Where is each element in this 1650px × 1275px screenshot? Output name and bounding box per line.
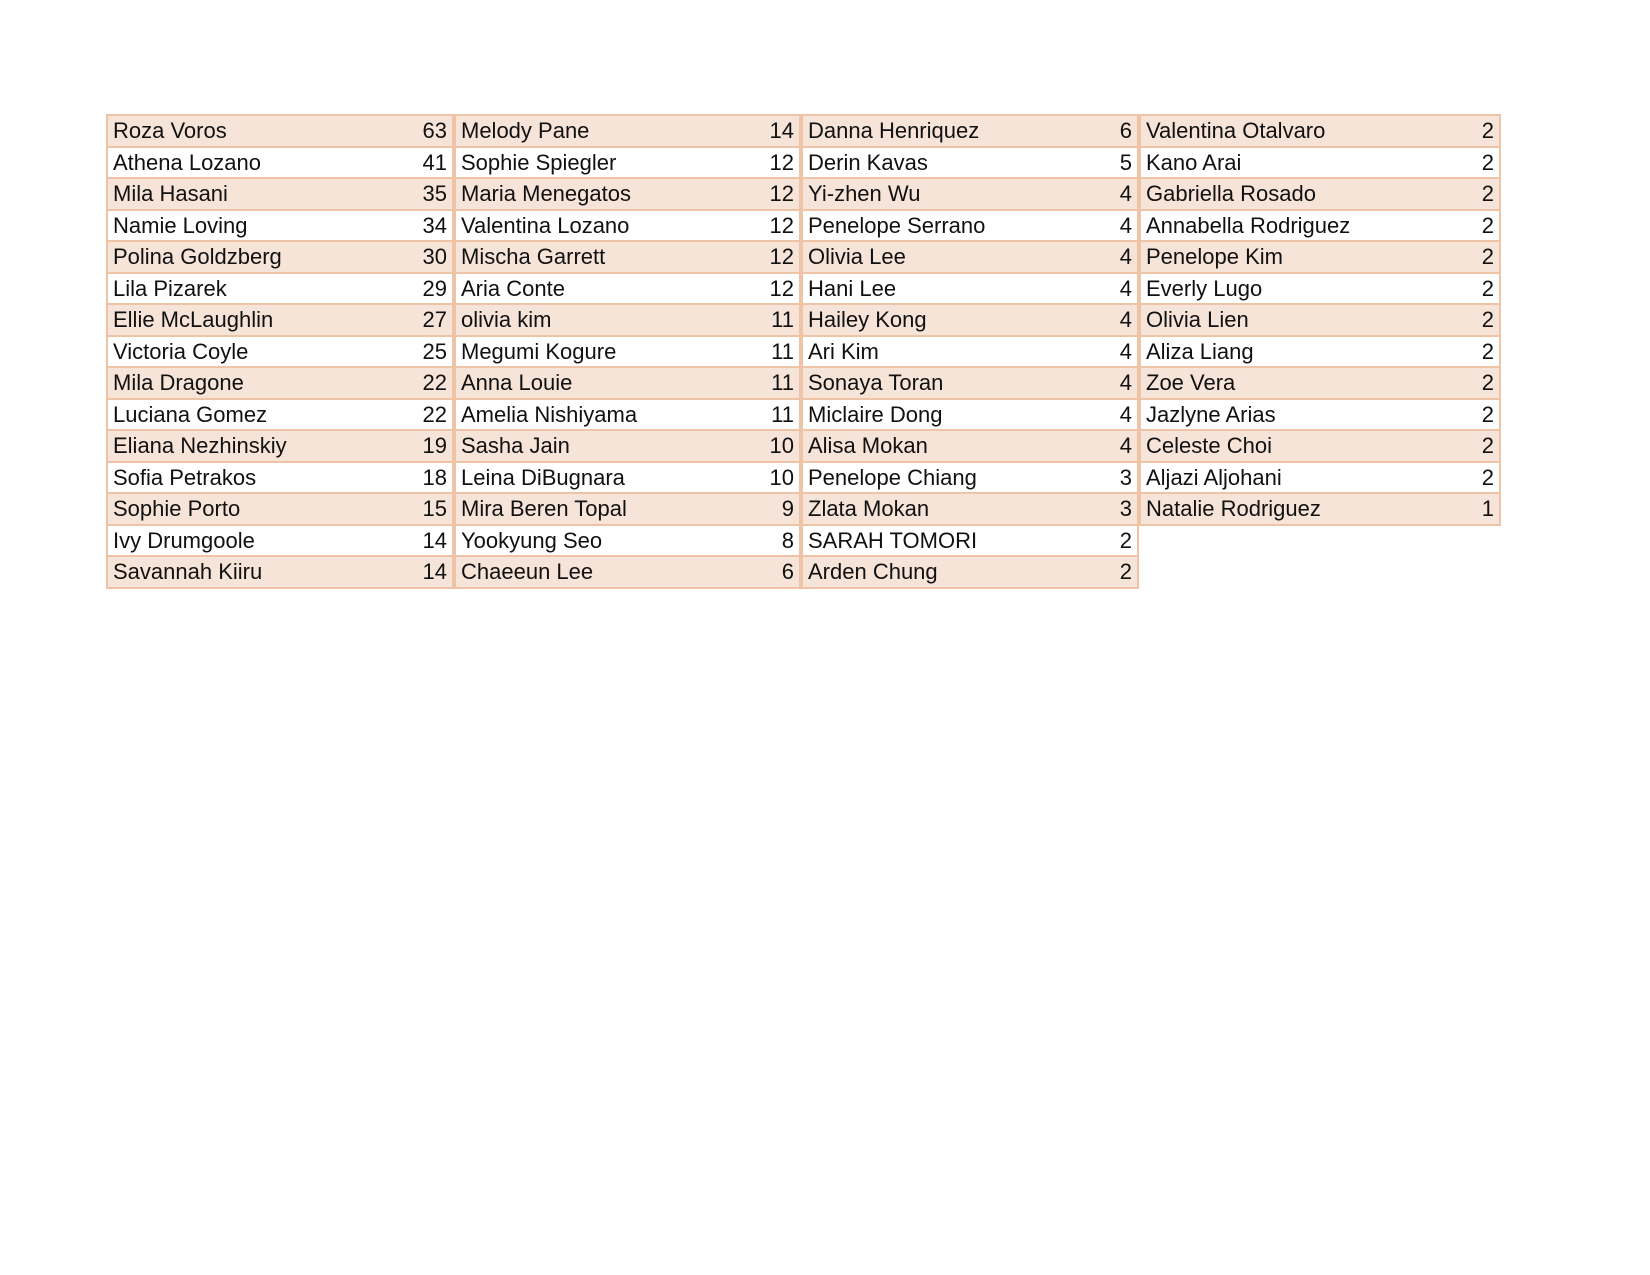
count-cell: 27 (396, 304, 453, 336)
name-cell: Valentina Otalvaro (1140, 115, 1443, 147)
table-row (802, 430, 1138, 462)
name-cell: Polina Goldzberg (107, 241, 396, 273)
table-row (455, 115, 800, 147)
count-cell: 11 (743, 336, 800, 368)
table-row (1140, 241, 1500, 273)
table-row (107, 525, 453, 557)
table-row (802, 525, 1138, 557)
table-row (1140, 304, 1500, 336)
table-row (1140, 210, 1500, 242)
count-cell: 1 (1443, 493, 1500, 525)
count-cell: 10 (743, 430, 800, 462)
name-cell: Miclaire Dong (802, 399, 1081, 431)
table-row (107, 430, 453, 462)
count-cell: 12 (743, 210, 800, 242)
table-row (455, 336, 800, 368)
count-cell: 18 (396, 462, 453, 494)
name-cell: Everly Lugo (1140, 273, 1443, 305)
count-cell: 2 (1443, 336, 1500, 368)
name-cell: Victoria Coyle (107, 336, 396, 368)
name-cell: Sonaya Toran (802, 367, 1081, 399)
name-cell: Olivia Lee (802, 241, 1081, 273)
count-cell: 4 (1081, 430, 1138, 462)
name-cell: Annabella Rodriguez (1140, 210, 1443, 242)
table-row (1140, 115, 1500, 147)
count-cell: 10 (743, 462, 800, 494)
name-cell: Sasha Jain (455, 430, 743, 462)
name-cell: Valentina Lozano (455, 210, 743, 242)
count-cell: 4 (1081, 273, 1138, 305)
table-row (107, 367, 453, 399)
table-row (1140, 336, 1500, 368)
count-cell: 4 (1081, 367, 1138, 399)
count-cell: 4 (1081, 336, 1138, 368)
count-cell: 22 (396, 367, 453, 399)
name-cell: Anna Louie (455, 367, 743, 399)
count-cell: 12 (743, 273, 800, 305)
count-cell: 2 (1443, 273, 1500, 305)
count-cell: 2 (1081, 556, 1138, 588)
table-row (802, 367, 1138, 399)
count-cell: 6 (1081, 115, 1138, 147)
count-cell: 12 (743, 147, 800, 179)
name-cell: Derin Kavas (802, 147, 1081, 179)
table-row (455, 178, 800, 210)
count-cell: 14 (743, 115, 800, 147)
table-row (455, 304, 800, 336)
name-cell: Sophie Spiegler (455, 147, 743, 179)
count-cell: 2 (1081, 525, 1138, 557)
name-count-table-3 (801, 114, 1139, 589)
table-row (802, 241, 1138, 273)
table-row (455, 241, 800, 273)
name-cell: Maria Menegatos (455, 178, 743, 210)
name-cell: Mila Dragone (107, 367, 396, 399)
count-cell: 3 (1081, 493, 1138, 525)
name-cell: Yookyung Seo (455, 525, 743, 557)
table-row (455, 525, 800, 557)
name-cell: Alisa Mokan (802, 430, 1081, 462)
table-row (802, 462, 1138, 494)
table-row (107, 241, 453, 273)
name-cell: Penelope Kim (1140, 241, 1443, 273)
name-cell: Zoe Vera (1140, 367, 1443, 399)
name-cell: Sophie Porto (107, 493, 396, 525)
count-cell: 41 (396, 147, 453, 179)
table-row (802, 210, 1138, 242)
table-row (1140, 462, 1500, 494)
count-cell: 2 (1443, 178, 1500, 210)
table-row (455, 430, 800, 462)
count-cell: 9 (743, 493, 800, 525)
name-cell: Savannah Kiiru (107, 556, 396, 588)
name-cell: Aljazi Aljohani (1140, 462, 1443, 494)
name-cell: Ellie McLaughlin (107, 304, 396, 336)
name-cell: Roza Voros (107, 115, 396, 147)
table-row (107, 556, 453, 588)
name-cell: Mira Beren Topal (455, 493, 743, 525)
name-cell: Olivia Lien (1140, 304, 1443, 336)
count-cell: 2 (1443, 115, 1500, 147)
name-cell: Leina DiBugnara (455, 462, 743, 494)
table-row (455, 462, 800, 494)
table-row (802, 336, 1138, 368)
table-row (455, 147, 800, 179)
table-row (1140, 273, 1500, 305)
name-cell: Aliza Liang (1140, 336, 1443, 368)
table-row (455, 493, 800, 525)
name-cell: Hani Lee (802, 273, 1081, 305)
table-row (107, 273, 453, 305)
count-cell: 4 (1081, 241, 1138, 273)
name-cell: Ivy Drumgoole (107, 525, 396, 557)
name-cell: Luciana Gomez (107, 399, 396, 431)
count-cell: 6 (743, 556, 800, 588)
name-cell: Chaeeun Lee (455, 556, 743, 588)
count-cell: 35 (396, 178, 453, 210)
name-count-table-1 (106, 114, 454, 589)
count-cell: 2 (1443, 367, 1500, 399)
count-cell: 12 (743, 241, 800, 273)
count-cell: 14 (396, 525, 453, 557)
count-cell: 19 (396, 430, 453, 462)
table-row (802, 304, 1138, 336)
table-row (107, 147, 453, 179)
count-cell: 4 (1081, 210, 1138, 242)
name-cell: Ari Kim (802, 336, 1081, 368)
name-cell: Sofia Petrakos (107, 462, 396, 494)
table-row (107, 493, 453, 525)
table-row (1140, 493, 1500, 525)
table-row (107, 210, 453, 242)
name-cell: Arden Chung (802, 556, 1081, 588)
count-cell: 2 (1443, 210, 1500, 242)
name-cell: Amelia Nishiyama (455, 399, 743, 431)
count-cell: 22 (396, 399, 453, 431)
table-row (107, 399, 453, 431)
name-count-sheet (106, 114, 1501, 589)
count-cell: 2 (1443, 241, 1500, 273)
count-cell: 5 (1081, 147, 1138, 179)
name-cell: Melody Pane (455, 115, 743, 147)
name-cell: Lila Pizarek (107, 273, 396, 305)
table-row (455, 367, 800, 399)
name-cell: Celeste Choi (1140, 430, 1443, 462)
name-cell: Jazlyne Arias (1140, 399, 1443, 431)
table-row (107, 178, 453, 210)
table-row (455, 273, 800, 305)
name-cell: Mischa Garrett (455, 241, 743, 273)
table-row (107, 115, 453, 147)
count-cell: 63 (396, 115, 453, 147)
name-cell: Penelope Chiang (802, 462, 1081, 494)
count-cell: 4 (1081, 304, 1138, 336)
count-cell: 12 (743, 178, 800, 210)
name-count-table-4 (1139, 114, 1501, 526)
name-cell: Natalie Rodriguez (1140, 493, 1443, 525)
table-row (1140, 147, 1500, 179)
name-cell: Kano Arai (1140, 147, 1443, 179)
name-cell: olivia kim (455, 304, 743, 336)
name-cell: Penelope Serrano (802, 210, 1081, 242)
table-row (455, 210, 800, 242)
table-row (107, 462, 453, 494)
name-cell: Yi-zhen Wu (802, 178, 1081, 210)
table-row (802, 147, 1138, 179)
table-row (802, 115, 1138, 147)
name-cell: Hailey Kong (802, 304, 1081, 336)
table-row (802, 273, 1138, 305)
table-row (107, 304, 453, 336)
count-cell: 14 (396, 556, 453, 588)
count-cell: 29 (396, 273, 453, 305)
count-cell: 11 (743, 399, 800, 431)
table-row (1140, 178, 1500, 210)
name-cell: Megumi Kogure (455, 336, 743, 368)
name-cell: Mila Hasani (107, 178, 396, 210)
count-cell: 11 (743, 304, 800, 336)
name-cell: Athena Lozano (107, 147, 396, 179)
table-row (455, 399, 800, 431)
count-cell: 2 (1443, 147, 1500, 179)
count-cell: 15 (396, 493, 453, 525)
count-cell: 34 (396, 210, 453, 242)
table-row (1140, 367, 1500, 399)
name-count-table-2 (454, 114, 801, 589)
name-cell: Gabriella Rosado (1140, 178, 1443, 210)
table-row (802, 178, 1138, 210)
table-row (802, 556, 1138, 588)
table-row (802, 399, 1138, 431)
table-row (1140, 430, 1500, 462)
name-cell: SARAH TOMORI (802, 525, 1081, 557)
name-cell: Namie Loving (107, 210, 396, 242)
count-cell: 25 (396, 336, 453, 368)
table-row (107, 336, 453, 368)
table-row (802, 493, 1138, 525)
count-cell: 2 (1443, 462, 1500, 494)
name-cell: Danna Henriquez (802, 115, 1081, 147)
count-cell: 2 (1443, 304, 1500, 336)
name-cell: Zlata Mokan (802, 493, 1081, 525)
name-cell: Eliana Nezhinskiy (107, 430, 396, 462)
count-cell: 4 (1081, 178, 1138, 210)
table-row (1140, 399, 1500, 431)
table-row (455, 556, 800, 588)
count-cell: 3 (1081, 462, 1138, 494)
count-cell: 2 (1443, 399, 1500, 431)
count-cell: 8 (743, 525, 800, 557)
count-cell: 11 (743, 367, 800, 399)
count-cell: 4 (1081, 399, 1138, 431)
name-cell: Aria Conte (455, 273, 743, 305)
count-cell: 2 (1443, 430, 1500, 462)
count-cell: 30 (396, 241, 453, 273)
